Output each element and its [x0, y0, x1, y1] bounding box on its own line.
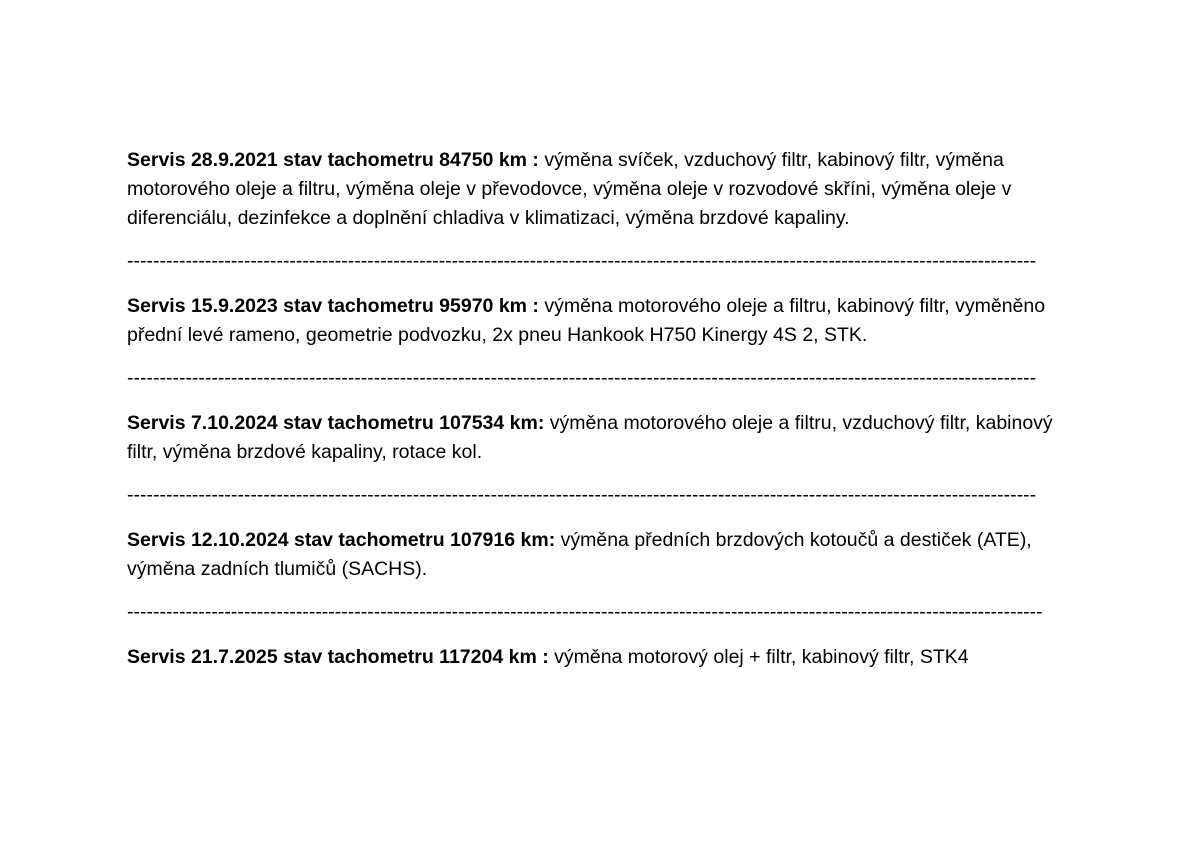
separator-line: ---------------------------------------------------------------------------------------------------------------------------------------------	[127, 602, 1043, 622]
service-entry	[127, 146, 1067, 233]
service-entry-heading: Servis 12.10.2024 stav tachometru 107916 km:	[127, 529, 556, 551]
separator-line: --------------------------------------------------------------------------------------------------------------------------------------------	[127, 368, 1037, 388]
service-entry-text: výměna předních brzdových kotoučů a destiček (ATE), výměna zadních tlumičů (SACHS).	[127, 529, 1032, 580]
service-record-document	[127, 146, 1067, 672]
separator-line: --------------------------------------------------------------------------------------------------------------------------------------------	[127, 251, 1037, 271]
service-entry-text: výměna motorového oleje a filtru, vzduchový filtr, kabinový filtr, výměna brzdové kapaliny, rotace kol.	[127, 412, 1053, 463]
service-entry	[127, 526, 1067, 584]
service-entry-heading: Servis 21.7.2025 stav tachometru 117204 km :	[127, 646, 549, 668]
service-entry	[127, 643, 1067, 672]
service-entry-heading: Servis 28.9.2021 stav tachometru 84750 km :	[127, 149, 539, 171]
separator-line: --------------------------------------------------------------------------------------------------------------------------------------------	[127, 485, 1037, 505]
service-entry	[127, 409, 1067, 467]
service-entry	[127, 292, 1067, 350]
service-entry-text: výměna svíček, vzduchový filtr, kabinový filtr, výměna motorového oleje a filtru, výměna oleje v převodovce, výměna oleje v rozvodové skříni, výměna oleje v diferenciálu, dezinfekce a doplnění chladiva v klimatizaci, výměna brzdové kapaliny.	[127, 149, 1012, 229]
service-entry-text: výměna motorový olej + filtr, kabinový filtr, STK4	[548, 646, 969, 668]
service-entry-heading: Servis 7.10.2024 stav tachometru 107534 km:	[127, 412, 545, 434]
service-entry-heading: Servis 15.9.2023 stav tachometru 95970 km :	[127, 295, 539, 317]
service-entry-text: výměna motorového oleje a filtru, kabinový filtr, vyměněno přední levé rameno, geometrie podvozku, 2x pneu Hankook H750 Kinergy 4S 2, STK.	[127, 295, 1046, 346]
